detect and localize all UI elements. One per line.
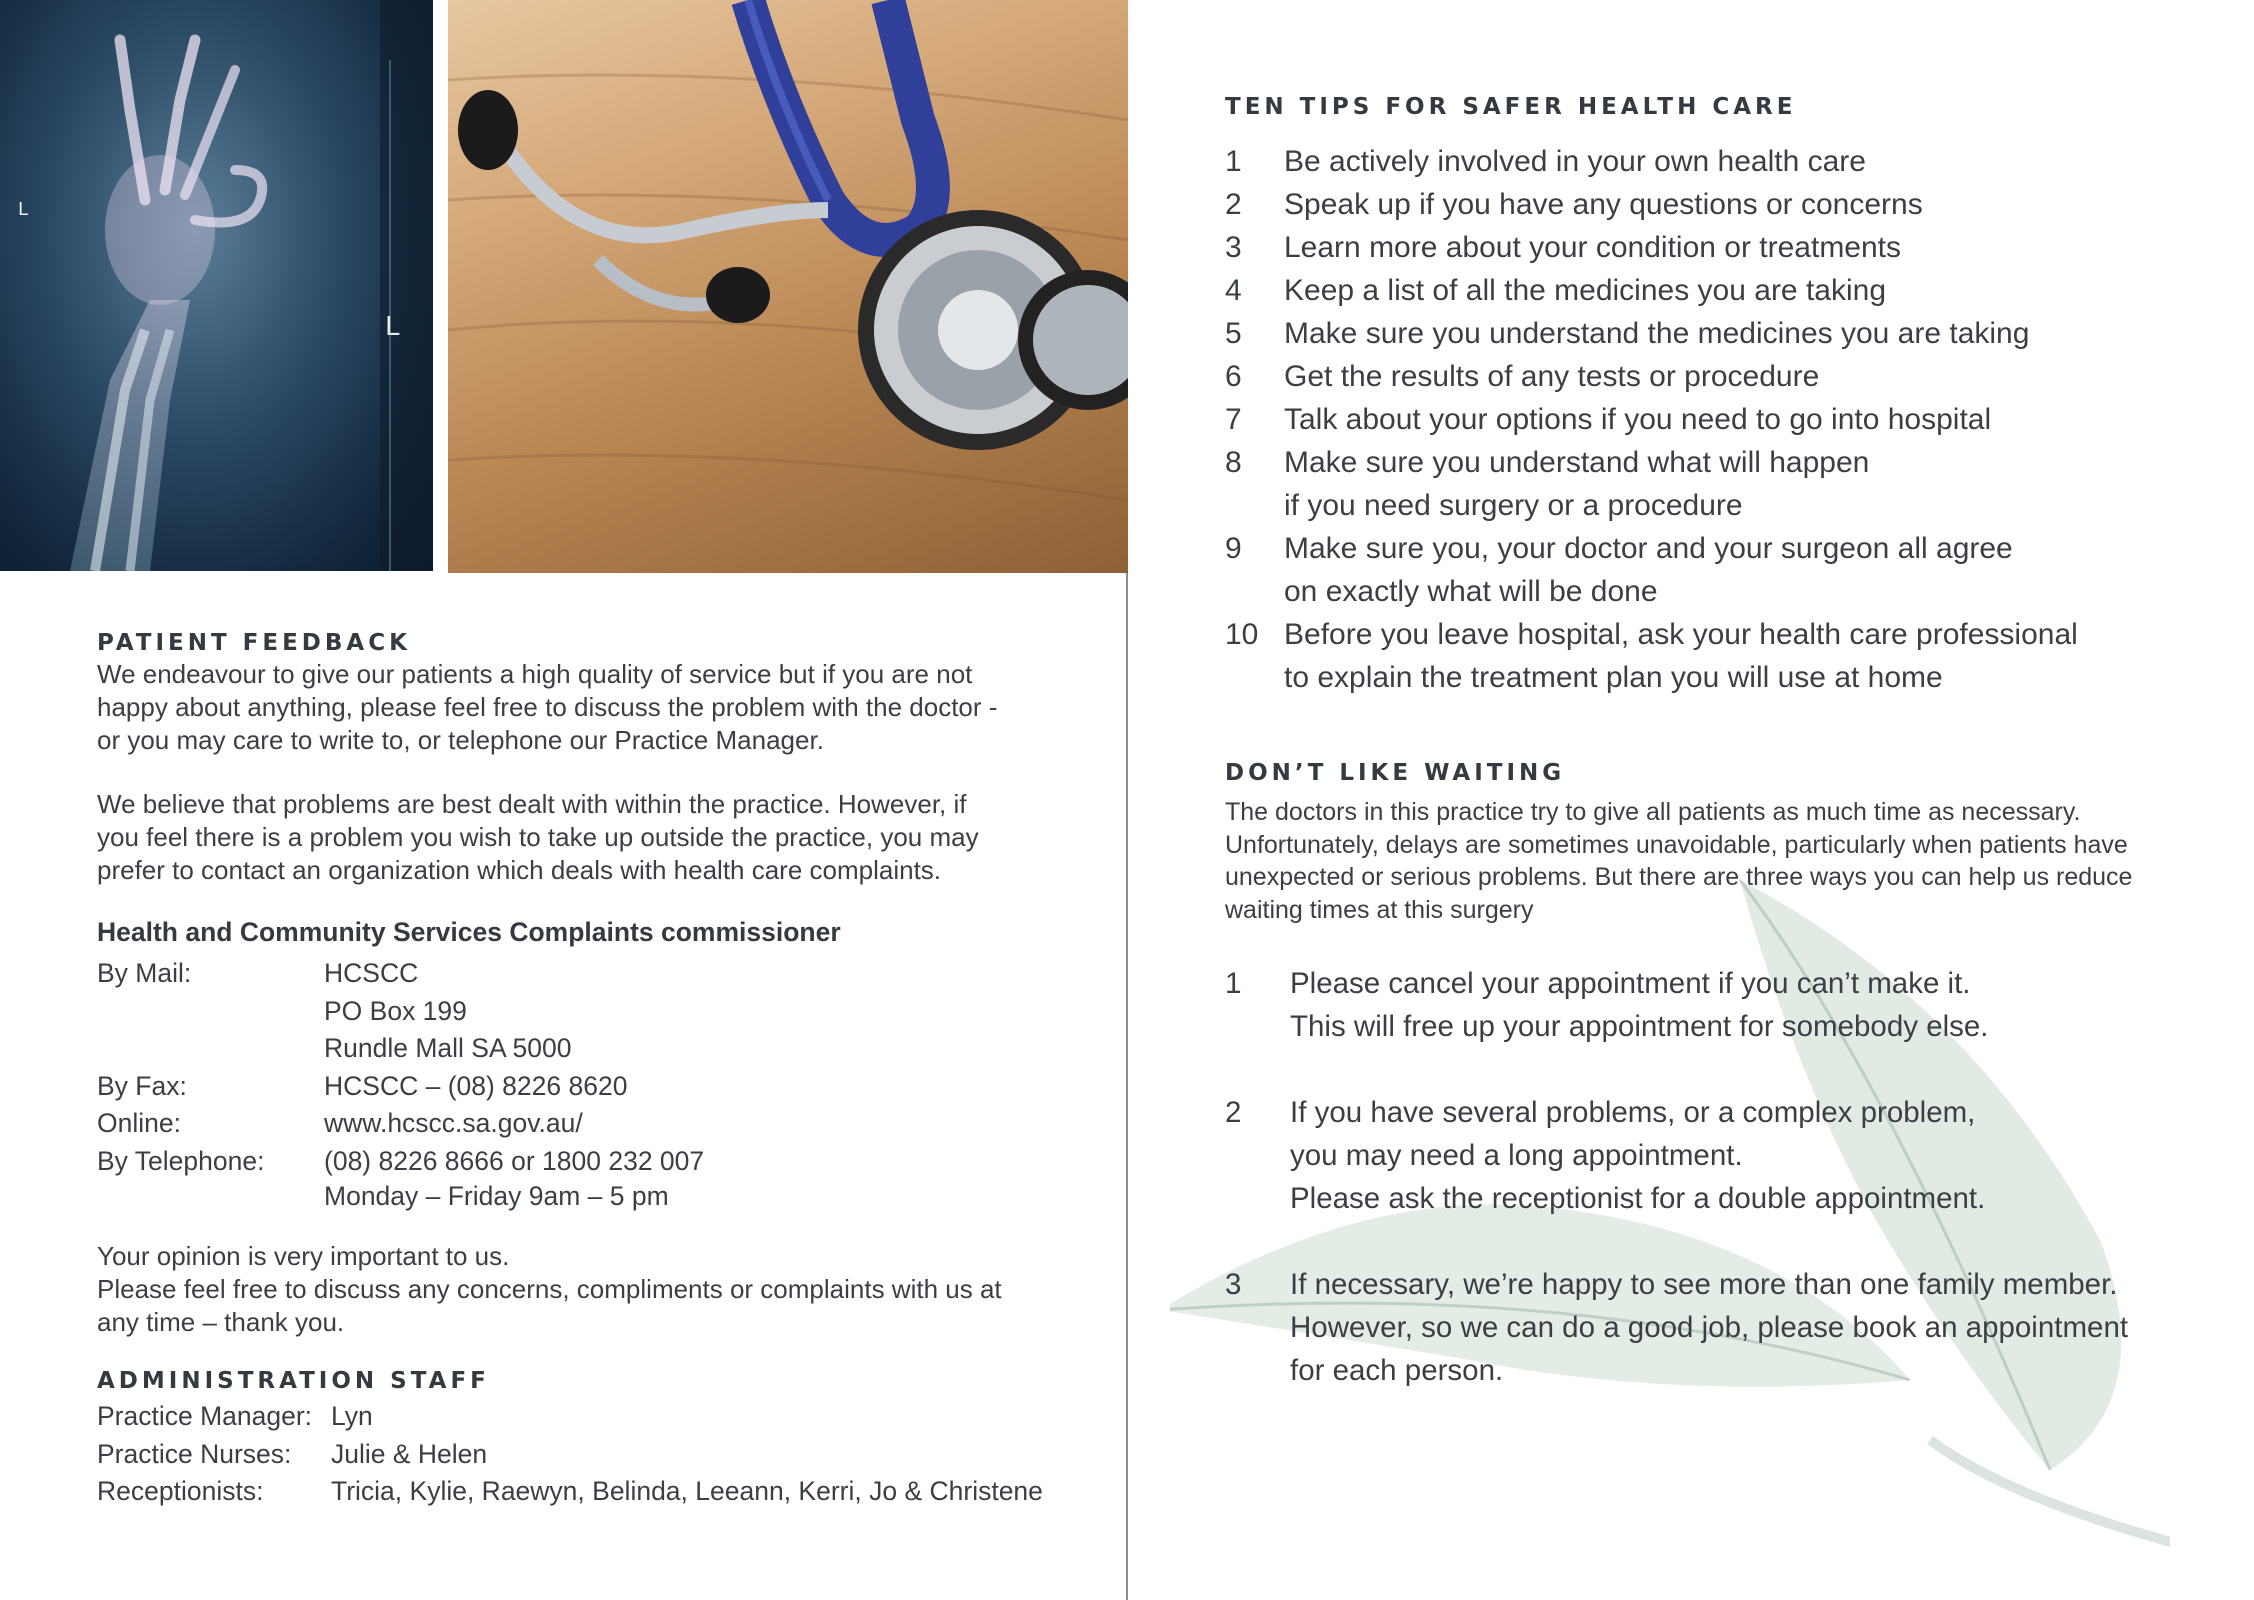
tip-number: 3 [1225,231,1242,264]
hand-xray-photo [0,0,433,571]
way-number: 2 [1225,1096,1242,1129]
contact-value [324,1143,704,1213]
phone-numbers: (08) 8226 8666 or 1800 232 007 [324,1145,705,1176]
contact-label: Online: [97,1108,181,1138]
tip-text: Make sure you understand what will happen if you need surgery or a procedure [1284,446,1870,522]
tip-number: 2 [1225,188,1242,221]
list-item [1225,226,2078,269]
tip-number: 7 [1225,403,1242,436]
tip-number: 4 [1225,274,1242,307]
tip-number: 1 [1225,145,1242,178]
list-item [1225,1091,2128,1220]
staff-role: Practice Manager: [97,1401,313,1431]
list-item [1225,140,2078,183]
patient-feedback-paragraph-2: We believe that problems are best dealt with within the practice. However, if you feel there is a problem you wish to take up outside the practice, you may prefer to contact an organization which deals with health care complaints. [97,789,979,885]
tip-text: Speak up if you have any questions or concerns [1284,188,1923,221]
contact-mail-row [97,955,704,1068]
tip-number: 6 [1225,360,1242,393]
way-number: 1 [1225,967,1242,1000]
staff-names: Lyn [331,1401,373,1431]
administration-staff-list [97,1398,1043,1511]
contact-label: By Fax: [97,1070,187,1101]
staff-names: Tricia, Kylie, Raewyn, Belinda, Leeann, Kerri, Jo & Christene [331,1476,1043,1506]
tip-number: 5 [1225,317,1242,350]
list-item [1225,312,2078,355]
tip-text: Talk about your options if you need to go into hospital [1284,403,1992,436]
stethoscope-photo [448,0,1128,573]
tip-text: Get the results of any tests or procedure [1284,360,1820,393]
way-text: Please cancel your appointment if you can’t make it. This will free up your appointment for somebody else. [1290,967,1989,1043]
opinion-paragraph: Your opinion is very important to us. Please feel free to discuss any concerns, compliments or complaints with us at any time – thank you. [97,1241,1002,1337]
staff-row [97,1436,1043,1474]
contact-label: By Telephone: [97,1145,265,1176]
way-text: If you have several problems, or a complex problem, you may need a long appointment. Please ask the receptionist for a double appointment. [1290,1096,1986,1215]
list-item [1225,1263,2128,1392]
svg-text:L: L [18,199,29,220]
patient-feedback-heading: PATIENT FEEDBACK [97,630,411,656]
ten-tips-list [1225,140,2078,699]
mail-line: PO Box 199 [324,995,467,1026]
staff-row [97,1398,1043,1436]
svg-text:L: L [385,312,400,342]
list-item [1225,527,2078,613]
list-item [1225,613,2078,699]
ten-tips-heading: TEN TIPS FOR SAFER HEALTH CARE [1225,94,1797,120]
patient-feedback-paragraph-1: We endeavour to give our patients a high quality of service but if you are not happy about anything, please feel free to discuss the problem with the doctor - or you may care to write to, or telephone our Practice Manager. [97,659,998,755]
way-number: 3 [1225,1268,1242,1301]
tip-text: Be actively involved in your own health care [1284,145,1866,178]
dont-like-waiting-heading: DON’T LIKE WAITING [1225,760,1566,786]
staff-row [97,1473,1043,1511]
tip-text: Learn more about your condition or treatments [1284,231,1902,264]
contact-label: By Mail: [97,958,192,988]
contact-fax-row [97,1068,704,1106]
tip-number: 10 [1225,618,1259,651]
administration-staff-heading: ADMINISTRATION STAFF [97,1368,490,1394]
mail-line: Rundle Mall SA 5000 [324,1033,572,1063]
commissioner-contact-details [97,955,704,1212]
staff-names: Julie & Helen [331,1438,488,1469]
list-item [1225,183,2078,226]
contact-phone-row [97,1143,704,1213]
list-item [1225,355,2078,398]
contact-value: HCSCC – (08) 8226 8620 [324,1070,628,1101]
way-text: If necessary, we’re happy to see more than one family member. However, so we can do a good job, please book an appointment for each person. [1290,1268,2129,1387]
website-link[interactable]: www.hcscc.sa.gov.au/ [324,1108,583,1138]
waiting-intro-paragraph: The doctors in this practice try to give all patients as much time as necessary. Unfortunately, delays are sometimes unavoidable, particularly when patients have unexpected or serious problems. But there are three ways you can help us reduce waiting times at this surgery [1225,798,2133,924]
list-item [1225,962,2128,1048]
contact-online-row [97,1105,704,1143]
tip-text: Before you leave hospital, ask your health care professional to explain the treatment plan you will use at home [1284,618,2078,694]
staff-role: Receptionists: [97,1476,264,1506]
list-item [1225,269,2078,312]
list-item [1225,398,2078,441]
phone-hours: Monday – Friday 9am – 5 pm [324,1181,669,1211]
contact-value [324,955,572,1068]
tip-number: 9 [1225,532,1242,565]
mail-line: HCSCC [324,958,419,988]
commissioner-title: Health and Community Services Complaints commissioner [97,917,841,947]
tip-text: Make sure you, your doctor and your surgeon all agree on exactly what will be done [1284,532,2013,608]
tip-text: Keep a list of all the medicines you are taking [1284,274,1887,307]
staff-role: Practice Nurses: [97,1438,292,1469]
tip-text: Make sure you understand the medicines you are taking [1284,317,2030,350]
tip-number: 8 [1225,446,1242,479]
waiting-ways-list [1225,962,2128,1435]
list-item [1225,441,2078,527]
